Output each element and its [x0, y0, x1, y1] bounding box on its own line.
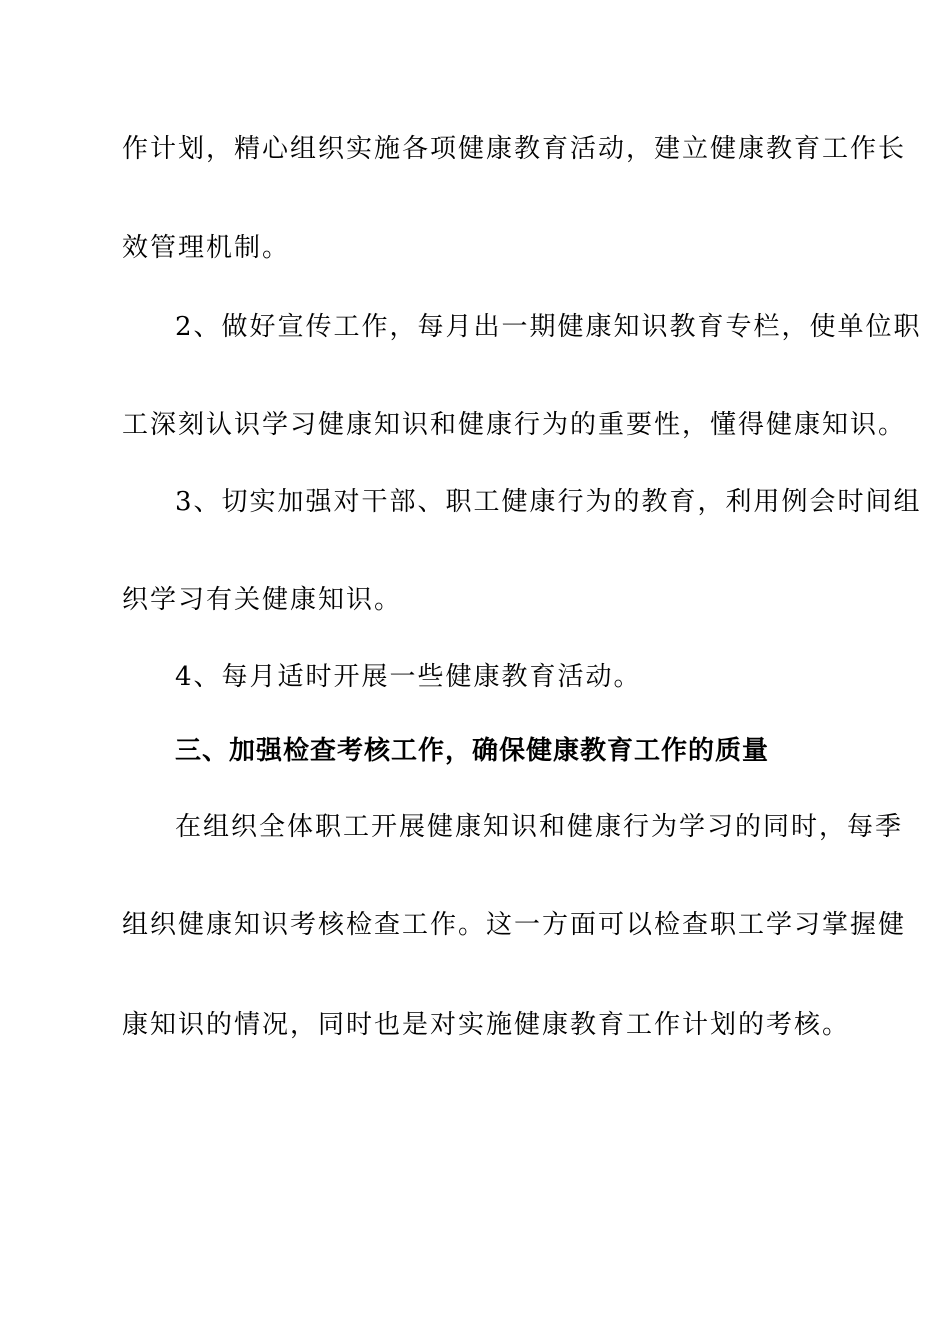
item-4-line-1: 4、每月适时开展一些健康教育活动。: [175, 662, 642, 692]
paragraph-1-line-1: 作计划，精心组织实施各项健康教育活动，建立健康教育工作长: [122, 134, 907, 164]
item-3-line-2: 织学习有关健康知识。: [122, 585, 403, 615]
section-3-heading: 三、加强检查考核工作，确保健康教育工作的质量: [175, 736, 770, 766]
section-3-paragraph-line-1: 在组织全体职工开展健康知识和健康行为学习的同时，每季: [175, 812, 904, 842]
item-2-line-2: 工深刻认识学习健康知识和健康行为的重要性，懂得健康知识。: [122, 410, 907, 440]
section-3-paragraph-line-2: 组织健康知识考核检查工作。这一方面可以检查职工学习掌握健: [122, 910, 907, 940]
paragraph-1-line-2: 效管理机制。: [122, 233, 291, 263]
item-2-line-1: 2、做好宣传工作，每月出一期健康知识教育专栏，使单位职: [175, 312, 922, 342]
section-3-paragraph-line-3: 康知识的情况，同时也是对实施健康教育工作计划的考核。: [122, 1010, 851, 1040]
item-3-line-1: 3、切实加强对干部、职工健康行为的教育，利用例会时间组: [175, 487, 922, 517]
